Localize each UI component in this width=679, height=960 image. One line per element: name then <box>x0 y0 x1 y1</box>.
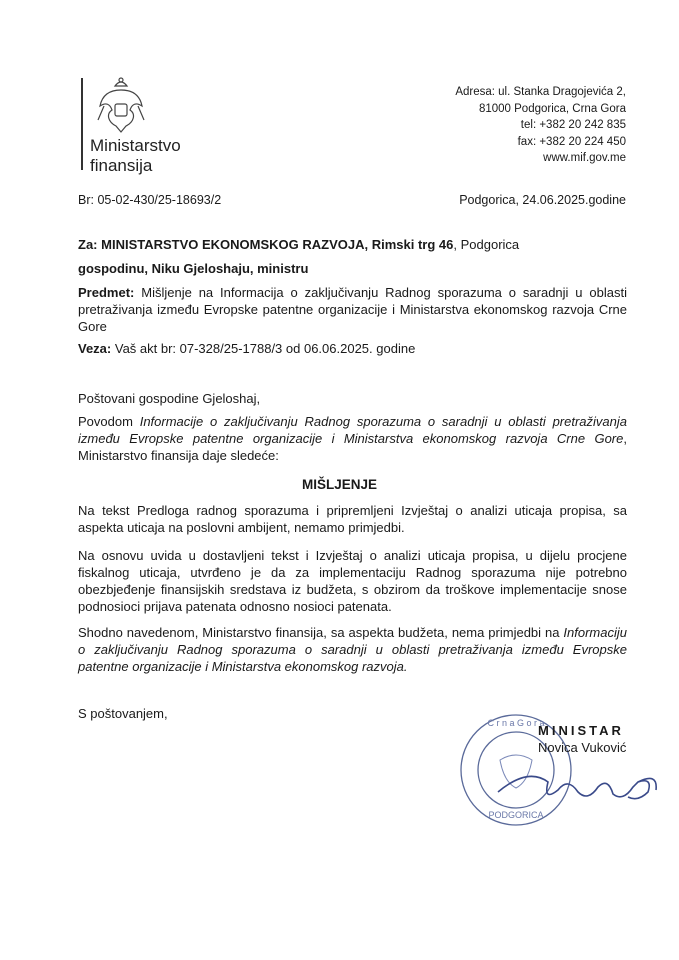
reference-link <box>78 340 627 357</box>
recipient-label: Za: <box>78 237 98 252</box>
intro-text: Povodom <box>78 414 140 429</box>
link-label: Veza: <box>78 341 112 356</box>
svg-text:C r n a G o r a: C r n a G o r a <box>487 718 545 728</box>
intro-text-end: , Ministarstvo finansija daje sledeće: <box>78 431 627 463</box>
handwritten-signature-icon <box>488 762 668 812</box>
recipient-org: MINISTARSTVO EKONOMSKOG RAZVOJA, Rimski trg 46 <box>101 237 454 252</box>
website-link[interactable]: www.mif.gov.me <box>543 152 626 164</box>
paragraph-1: Na tekst Predloga radnog sporazuma i pripremljeni Izvještaj o analizi uticaja propisa, sa aspekta uticaja na poslovni ambijent, nemamo primjedbi. <box>78 503 627 535</box>
paragraph-2: Na osnovu uvida u dostavljeni tekst i Izvještaj o analizi uticaja propisa, u dijelu procjene fiskalnog uticaja, utvrđeno je da za implementaciju Radnog sporazuma nije potrebno obezbjeđenje finansijskih sredstava iz budžeta, s obzirom da troškove implementacije snose podnosioci prijava patenata odnosno nosioci patenata. <box>78 548 627 614</box>
signature-name: Novica Vuković <box>538 740 627 755</box>
signature-block <box>538 722 626 756</box>
header-divider <box>81 78 83 170</box>
opinion-heading: MIŠLJENJE <box>301 477 378 492</box>
reference-number: Br: 05-02-430/25-18693/2 <box>78 193 222 207</box>
ministry-name-line1: Ministarstvo <box>90 136 181 155</box>
recipient-person: gospodinu, Niku Gjeloshaju, ministru <box>78 261 309 276</box>
paragraph-3 <box>78 624 627 675</box>
svg-text:PODGORICA: PODGORICA <box>488 810 544 820</box>
subject <box>78 284 627 335</box>
ministry-name-line2: finansija <box>90 156 153 175</box>
phone: tel: +382 20 242 835 <box>520 119 626 131</box>
subject-text: Mišljenje na Informacija o zaključivanju Radnog sporazuma o saradnji u oblasti pretraživanja između Evropske patentne organizacije i Ministarstva ekonomskog razvoja Crne Gore <box>78 285 627 334</box>
p3-text: Shodno navedenom, Ministarstvo finansija, sa aspekta budžeta, nema primjedbi na <box>78 625 564 640</box>
coat-of-arms-icon <box>96 76 146 134</box>
address-block <box>455 84 626 167</box>
link-text: Vaš akt br: 07-328/25-1788/3 od 06.06.2025. godine <box>111 341 416 356</box>
place-date: Podgorica, 24.06.2025.godine <box>459 193 626 207</box>
fax: fax: +382 20 224 450 <box>517 135 626 148</box>
closing: S poštovanjem, <box>78 706 168 721</box>
intro-paragraph <box>78 413 627 464</box>
recipient-city: , Podgorica <box>453 237 520 252</box>
address-line: 81000 Podgorica, Crna Gora <box>478 102 626 115</box>
greeting: Poštovani gospodine Gjeloshaj, <box>78 391 261 406</box>
intro-italic: Informacije o zaključivanju Radnog sporazuma o saradnji u oblasti pretraživanja između Evropske patentne organizacije i Ministarstva ekonomskog razvoja Crne Gore <box>78 414 627 446</box>
p3-italic: Informaciju o zaključivanju Radnog sporazuma o saradnji u oblasti pretraživanja između Evropske patentne organizacije i Ministarstva ekonomskog razvoja. <box>78 625 627 674</box>
signature-title: MINISTAR <box>538 723 624 738</box>
recipient <box>78 236 627 253</box>
ministry-name <box>90 136 181 176</box>
subject-label: Predmet: <box>78 285 135 300</box>
address-line: Adresa: ul. Stanka Dragojevića 2, <box>455 86 626 98</box>
